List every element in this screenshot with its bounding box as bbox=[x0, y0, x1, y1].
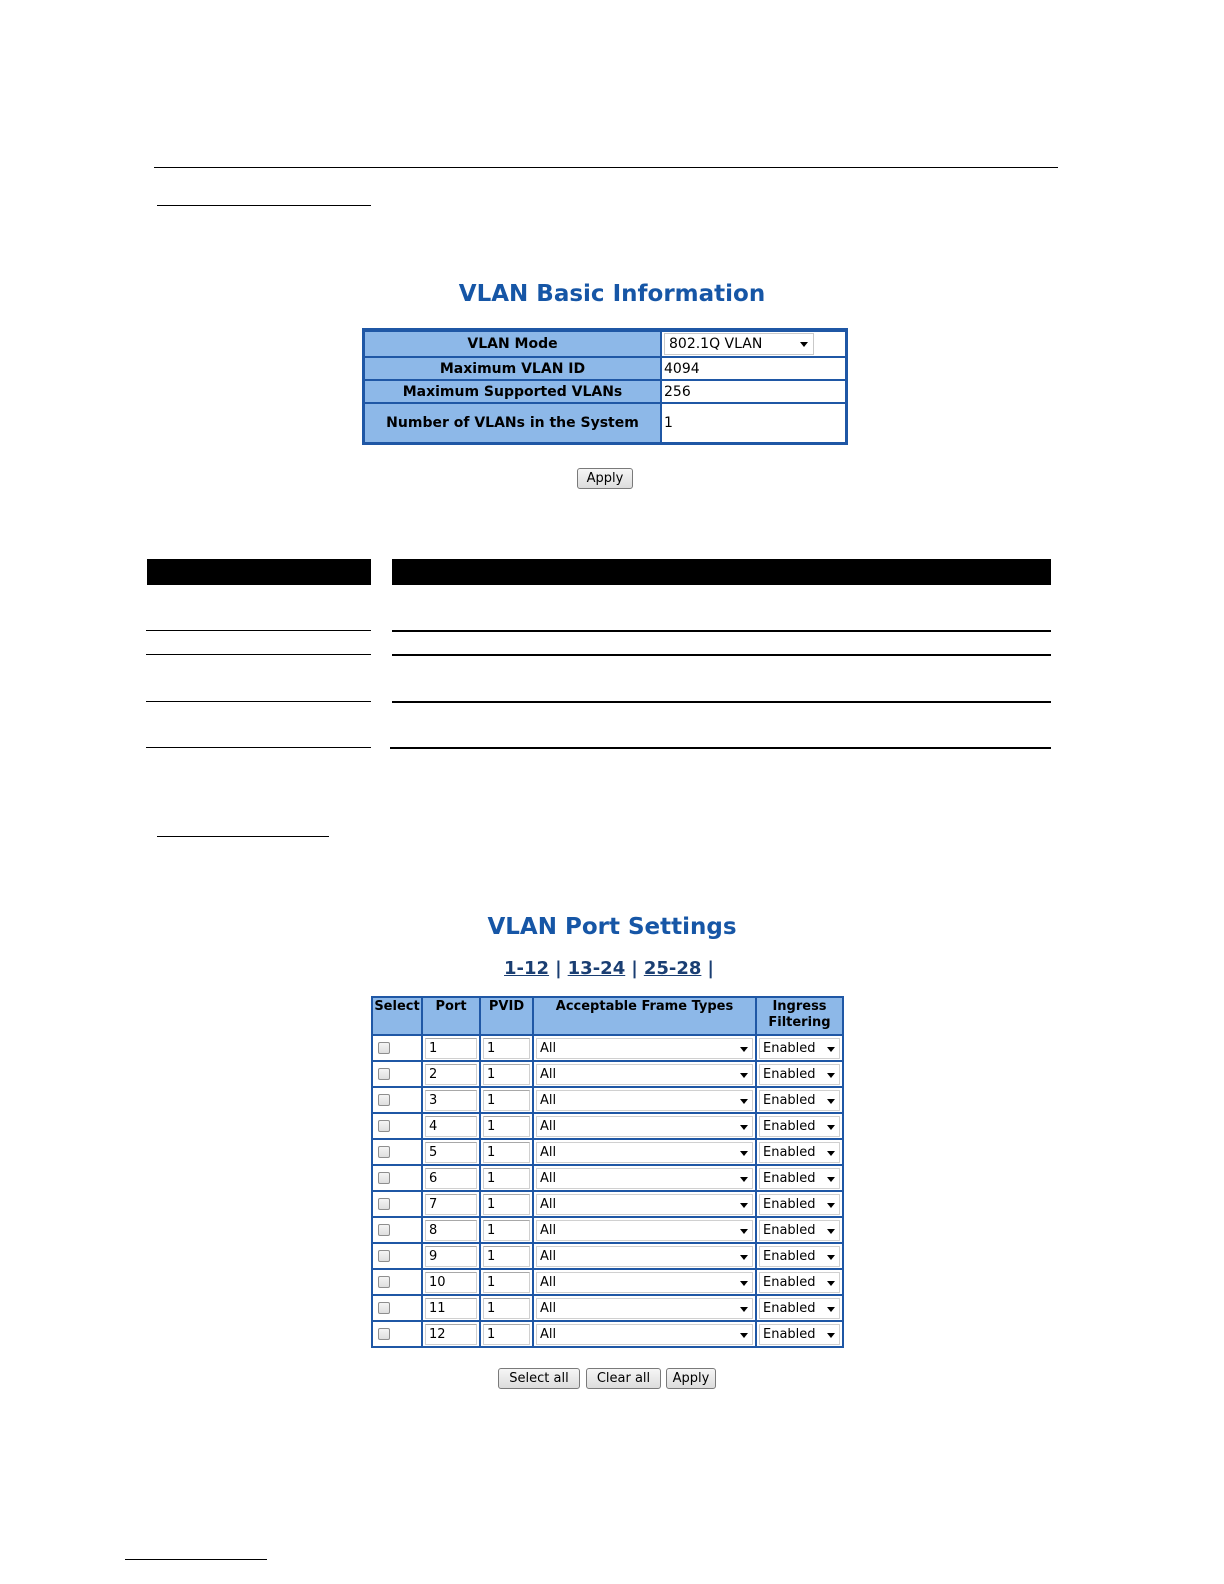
pvid-input[interactable]: 1 bbox=[483, 1064, 530, 1085]
frame-types-value: All bbox=[540, 1170, 557, 1186]
select-cell bbox=[372, 1139, 422, 1165]
ingress-cell bbox=[756, 1191, 843, 1217]
port-row bbox=[372, 1243, 843, 1269]
frame-types-value: All bbox=[540, 1326, 557, 1342]
chevron-down-icon bbox=[740, 1151, 748, 1156]
frame-types-cell bbox=[533, 1113, 756, 1139]
basic-info-table bbox=[362, 328, 848, 445]
frame-types-value: All bbox=[540, 1300, 557, 1316]
frame-types-select[interactable] bbox=[536, 1194, 753, 1215]
pvid-cell bbox=[480, 1165, 533, 1191]
port-number-field: 7 bbox=[425, 1194, 477, 1215]
select-cell bbox=[372, 1061, 422, 1087]
pvid-input[interactable]: 1 bbox=[483, 1194, 530, 1215]
chevron-down-icon bbox=[740, 1307, 748, 1312]
port-select-checkbox[interactable] bbox=[378, 1276, 390, 1288]
num-vlans-label: Number of VLANs in the System bbox=[364, 403, 662, 443]
ingress-filtering-select[interactable] bbox=[759, 1324, 840, 1345]
ingress-filtering-select[interactable] bbox=[759, 1246, 840, 1267]
frame-types-select[interactable] bbox=[536, 1168, 753, 1189]
pvid-cell bbox=[480, 1295, 533, 1321]
select-cell bbox=[372, 1217, 422, 1243]
ingress-cell bbox=[756, 1243, 843, 1269]
pvid-input[interactable]: 1 bbox=[483, 1272, 530, 1293]
frame-types-select[interactable] bbox=[536, 1090, 753, 1111]
port-settings-title: VLAN Port Settings bbox=[487, 914, 737, 940]
port-select-checkbox[interactable] bbox=[378, 1068, 390, 1080]
pvid-input[interactable]: 1 bbox=[483, 1038, 530, 1059]
port-select-checkbox[interactable] bbox=[378, 1250, 390, 1262]
pvid-input[interactable]: 1 bbox=[483, 1324, 530, 1345]
description-row-rule bbox=[392, 701, 1051, 703]
clear-all-button[interactable]: Clear all bbox=[586, 1368, 661, 1389]
ingress-cell bbox=[756, 1295, 843, 1321]
description-row-rule bbox=[146, 701, 371, 702]
port-cell bbox=[422, 1061, 480, 1087]
column-header-frame-types: Acceptable Frame Types bbox=[533, 997, 756, 1035]
frame-types-select[interactable] bbox=[536, 1272, 753, 1293]
port-cell bbox=[422, 1035, 480, 1061]
description-table-header-right bbox=[392, 559, 1051, 585]
port-row bbox=[372, 1191, 843, 1217]
ingress-cell bbox=[756, 1165, 843, 1191]
port-row bbox=[372, 1165, 843, 1191]
ingress-filtering-value: Enabled bbox=[763, 1066, 816, 1082]
port-cell bbox=[422, 1321, 480, 1347]
chevron-down-icon bbox=[827, 1151, 835, 1156]
port-number-field: 3 bbox=[425, 1090, 477, 1111]
pvid-cell bbox=[480, 1061, 533, 1087]
frame-types-select[interactable] bbox=[536, 1064, 753, 1085]
port-select-checkbox[interactable] bbox=[378, 1042, 390, 1054]
chevron-down-icon bbox=[827, 1333, 835, 1338]
page-separator: | bbox=[707, 958, 714, 979]
max-supported-vlans-value: 256 bbox=[661, 380, 847, 403]
chevron-down-icon bbox=[827, 1099, 835, 1104]
ingress-filtering-value: Enabled bbox=[763, 1040, 816, 1056]
chevron-down-icon bbox=[827, 1047, 835, 1052]
ingress-filtering-select[interactable] bbox=[759, 1090, 840, 1111]
port-row bbox=[372, 1217, 843, 1243]
chevron-down-icon bbox=[827, 1177, 835, 1182]
select-cell bbox=[372, 1295, 422, 1321]
column-header-pvid: PVID bbox=[480, 997, 533, 1035]
ingress-filtering-value: Enabled bbox=[763, 1274, 816, 1290]
pvid-input[interactable]: 1 bbox=[483, 1116, 530, 1137]
frame-types-cell bbox=[533, 1321, 756, 1347]
pvid-cell bbox=[480, 1087, 533, 1113]
port-row bbox=[372, 1087, 843, 1113]
pvid-cell bbox=[480, 1139, 533, 1165]
pvid-cell bbox=[480, 1217, 533, 1243]
frame-types-value: All bbox=[540, 1248, 557, 1264]
pvid-input[interactable]: 1 bbox=[483, 1220, 530, 1241]
pvid-cell bbox=[480, 1243, 533, 1269]
page-link-25-28[interactable]: 25-28 bbox=[643, 958, 702, 979]
footnote-rule bbox=[125, 1559, 267, 1560]
max-vlan-id-value: 4094 bbox=[661, 357, 847, 380]
description-row-rule bbox=[146, 654, 371, 655]
pvid-input[interactable]: 1 bbox=[483, 1246, 530, 1267]
pvid-cell bbox=[480, 1269, 533, 1295]
port-row bbox=[372, 1269, 843, 1295]
port-select-checkbox[interactable] bbox=[378, 1172, 390, 1184]
port-number-field: 11 bbox=[425, 1298, 477, 1319]
port-cell bbox=[422, 1139, 480, 1165]
frame-types-select[interactable] bbox=[536, 1246, 753, 1267]
chevron-down-icon bbox=[740, 1125, 748, 1130]
port-apply-button[interactable]: Apply bbox=[666, 1368, 716, 1389]
port-number-field: 10 bbox=[425, 1272, 477, 1293]
port-number-field: 6 bbox=[425, 1168, 477, 1189]
port-cell bbox=[422, 1243, 480, 1269]
ingress-filtering-select[interactable] bbox=[759, 1038, 840, 1059]
port-row bbox=[372, 1061, 843, 1087]
chevron-down-icon bbox=[800, 342, 808, 347]
vlan-mode-label: VLAN Mode bbox=[364, 330, 662, 357]
chevron-down-icon bbox=[740, 1229, 748, 1234]
ingress-cell bbox=[756, 1061, 843, 1087]
port-number-field: 2 bbox=[425, 1064, 477, 1085]
ingress-filtering-select[interactable] bbox=[759, 1116, 840, 1137]
port-number-field: 4 bbox=[425, 1116, 477, 1137]
port-settings-table bbox=[371, 996, 844, 1348]
chevron-down-icon bbox=[740, 1099, 748, 1104]
port-select-checkbox[interactable] bbox=[378, 1094, 390, 1106]
port-row bbox=[372, 1139, 843, 1165]
section-heading-rule bbox=[157, 836, 329, 837]
section-heading-rule bbox=[157, 205, 371, 206]
port-cell bbox=[422, 1191, 480, 1217]
pvid-input[interactable]: 1 bbox=[483, 1298, 530, 1319]
port-cell bbox=[422, 1269, 480, 1295]
chevron-down-icon bbox=[740, 1203, 748, 1208]
num-vlans-value: 1 bbox=[661, 403, 847, 443]
ingress-filtering-value: Enabled bbox=[763, 1144, 816, 1160]
page-link-13-24[interactable]: 13-24 bbox=[567, 958, 626, 979]
select-cell bbox=[372, 1113, 422, 1139]
frame-types-cell bbox=[533, 1035, 756, 1061]
page-top-rule bbox=[154, 167, 1058, 168]
chevron-down-icon bbox=[827, 1255, 835, 1260]
port-number-field: 8 bbox=[425, 1220, 477, 1241]
basic-apply-button[interactable]: Apply bbox=[577, 468, 633, 489]
chevron-down-icon bbox=[740, 1177, 748, 1182]
ingress-cell bbox=[756, 1035, 843, 1061]
port-select-checkbox[interactable] bbox=[378, 1198, 390, 1210]
ingress-filtering-select[interactable] bbox=[759, 1064, 840, 1085]
port-number-field: 9 bbox=[425, 1246, 477, 1267]
select-cell bbox=[372, 1269, 422, 1295]
column-header-port: Port bbox=[422, 997, 480, 1035]
frame-types-select[interactable] bbox=[536, 1220, 753, 1241]
frame-types-value: All bbox=[540, 1092, 557, 1108]
ingress-filtering-value: Enabled bbox=[763, 1326, 816, 1342]
select-cell bbox=[372, 1321, 422, 1347]
pvid-input[interactable]: 1 bbox=[483, 1142, 530, 1163]
select-all-button[interactable]: Select all bbox=[498, 1368, 580, 1389]
page-separator: | bbox=[555, 958, 562, 979]
ingress-filtering-value: Enabled bbox=[763, 1118, 816, 1134]
frame-types-cell bbox=[533, 1061, 756, 1087]
description-row-rule bbox=[146, 747, 371, 748]
chevron-down-icon bbox=[827, 1307, 835, 1312]
ingress-filtering-value: Enabled bbox=[763, 1196, 816, 1212]
port-row bbox=[372, 1295, 843, 1321]
ingress-cell bbox=[756, 1139, 843, 1165]
page-separator: | bbox=[631, 958, 638, 979]
frame-types-cell bbox=[533, 1243, 756, 1269]
frame-types-cell bbox=[533, 1139, 756, 1165]
select-cell bbox=[372, 1087, 422, 1113]
pvid-input[interactable]: 1 bbox=[483, 1168, 530, 1189]
chevron-down-icon bbox=[827, 1125, 835, 1130]
chevron-down-icon bbox=[740, 1333, 748, 1338]
port-cell bbox=[422, 1087, 480, 1113]
frame-types-select[interactable] bbox=[536, 1298, 753, 1319]
select-cell bbox=[372, 1035, 422, 1061]
ingress-cell bbox=[756, 1321, 843, 1347]
frame-types-value: All bbox=[540, 1274, 557, 1290]
ingress-cell bbox=[756, 1087, 843, 1113]
basic-info-title: VLAN Basic Information bbox=[458, 281, 766, 307]
frame-types-value: All bbox=[540, 1040, 557, 1056]
max-supported-vlans-label: Maximum Supported VLANs bbox=[364, 380, 662, 403]
port-select-checkbox[interactable] bbox=[378, 1224, 390, 1236]
port-cell bbox=[422, 1217, 480, 1243]
select-cell bbox=[372, 1243, 422, 1269]
frame-types-select[interactable] bbox=[536, 1038, 753, 1059]
column-header-select: Select bbox=[372, 997, 422, 1035]
port-select-checkbox[interactable] bbox=[378, 1146, 390, 1158]
frame-types-cell bbox=[533, 1217, 756, 1243]
ingress-filtering-value: Enabled bbox=[763, 1222, 816, 1238]
frame-types-cell bbox=[533, 1191, 756, 1217]
chevron-down-icon bbox=[740, 1281, 748, 1286]
select-cell bbox=[372, 1191, 422, 1217]
frame-types-cell bbox=[533, 1295, 756, 1321]
ingress-filtering-select[interactable] bbox=[759, 1220, 840, 1241]
select-cell bbox=[372, 1165, 422, 1191]
chevron-down-icon bbox=[740, 1047, 748, 1052]
description-row-rule bbox=[146, 630, 371, 631]
frame-types-value: All bbox=[540, 1144, 557, 1160]
port-number-field: 12 bbox=[425, 1324, 477, 1345]
frame-types-select[interactable] bbox=[536, 1142, 753, 1163]
ingress-filtering-select[interactable] bbox=[759, 1272, 840, 1293]
port-select-checkbox[interactable] bbox=[378, 1120, 390, 1132]
vlan-mode-cell bbox=[661, 330, 847, 357]
page-link-1-12[interactable]: 1-12 bbox=[504, 958, 550, 979]
port-row bbox=[372, 1321, 843, 1347]
frame-types-value: All bbox=[540, 1118, 557, 1134]
port-row bbox=[372, 1113, 843, 1139]
frame-types-cell bbox=[533, 1087, 756, 1113]
ingress-filtering-value: Enabled bbox=[763, 1248, 816, 1264]
frame-types-select[interactable] bbox=[536, 1324, 753, 1345]
port-select-checkbox[interactable] bbox=[378, 1328, 390, 1340]
ingress-filtering-select[interactable] bbox=[759, 1142, 840, 1163]
description-row-rule bbox=[390, 747, 1051, 749]
frame-types-value: All bbox=[540, 1222, 557, 1238]
pvid-cell bbox=[480, 1321, 533, 1347]
frame-types-select[interactable] bbox=[536, 1116, 753, 1137]
vlan-mode-select[interactable] bbox=[664, 333, 814, 355]
chevron-down-icon bbox=[827, 1229, 835, 1234]
vlan-mode-value: 802.1Q VLAN bbox=[669, 336, 763, 352]
max-vlan-id-label: Maximum VLAN ID bbox=[364, 357, 662, 380]
chevron-down-icon bbox=[740, 1255, 748, 1260]
frame-types-value: All bbox=[540, 1066, 557, 1082]
port-cell bbox=[422, 1113, 480, 1139]
port-cell bbox=[422, 1165, 480, 1191]
chevron-down-icon bbox=[740, 1073, 748, 1078]
chevron-down-icon bbox=[827, 1203, 835, 1208]
frame-types-cell bbox=[533, 1269, 756, 1295]
ingress-filtering-value: Enabled bbox=[763, 1300, 816, 1316]
port-row bbox=[372, 1035, 843, 1061]
port-cell bbox=[422, 1295, 480, 1321]
ingress-filtering-select[interactable] bbox=[759, 1168, 840, 1189]
description-table-header-left bbox=[147, 559, 371, 585]
port-select-checkbox[interactable] bbox=[378, 1302, 390, 1314]
ingress-filtering-select[interactable] bbox=[759, 1194, 840, 1215]
ingress-filtering-value: Enabled bbox=[763, 1092, 816, 1108]
frame-types-cell bbox=[533, 1165, 756, 1191]
pvid-cell bbox=[480, 1191, 533, 1217]
chevron-down-icon bbox=[827, 1073, 835, 1078]
chevron-down-icon bbox=[827, 1281, 835, 1286]
ingress-cell bbox=[756, 1217, 843, 1243]
pvid-input[interactable]: 1 bbox=[483, 1090, 530, 1111]
pvid-cell bbox=[480, 1035, 533, 1061]
ingress-filtering-select[interactable] bbox=[759, 1298, 840, 1319]
column-header-ingress-filtering: Ingress Filtering bbox=[756, 997, 843, 1035]
description-row-rule bbox=[392, 654, 1051, 656]
ingress-cell bbox=[756, 1269, 843, 1295]
description-row-rule bbox=[392, 630, 1051, 632]
port-page-links bbox=[0, 958, 1224, 979]
frame-types-value: All bbox=[540, 1196, 557, 1212]
port-number-field: 1 bbox=[425, 1038, 477, 1059]
port-number-field: 5 bbox=[425, 1142, 477, 1163]
ingress-filtering-value: Enabled bbox=[763, 1170, 816, 1186]
pvid-cell bbox=[480, 1113, 533, 1139]
ingress-cell bbox=[756, 1113, 843, 1139]
